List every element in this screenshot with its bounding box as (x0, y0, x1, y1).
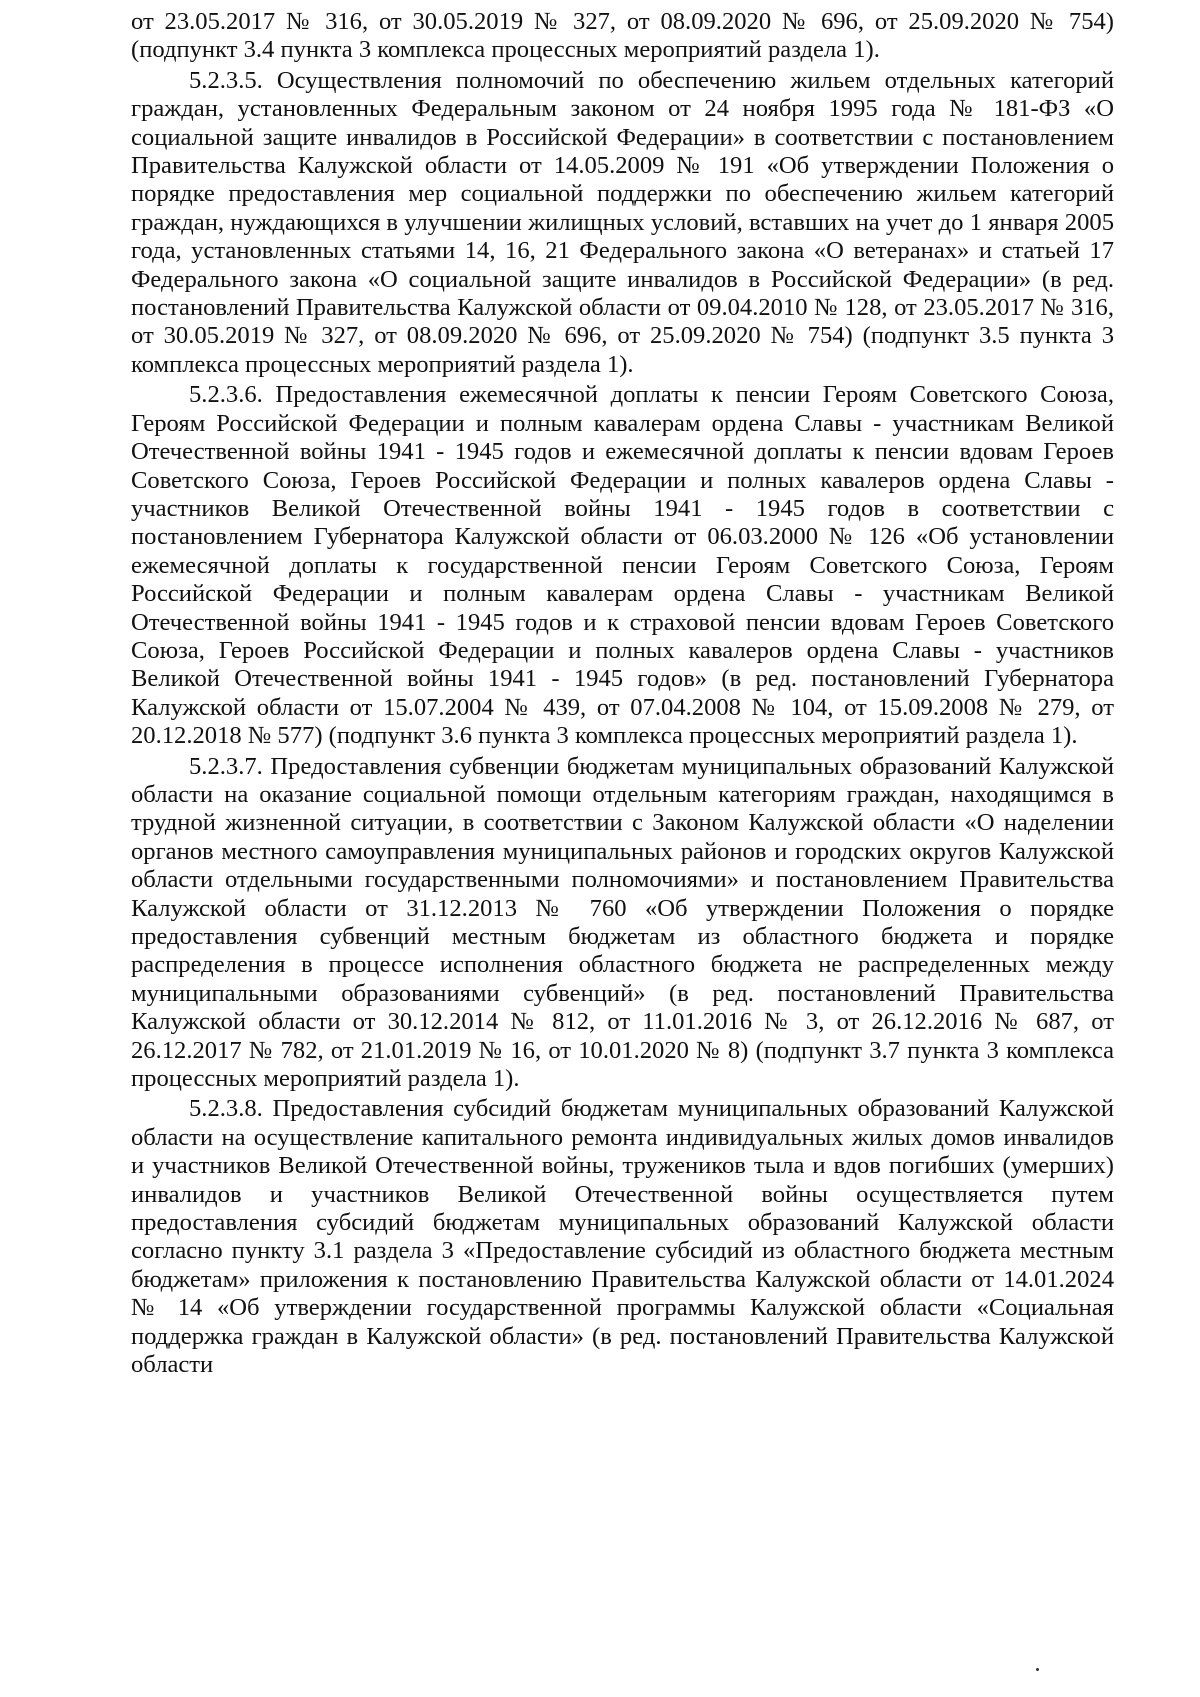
paragraph-continuation: от 23.05.2017 № 316, от 30.05.2019 № 327, от 08.09.2020 № 696, от 25.09.2020 № 754) (подпункт 3.4 пункта 3 комплекса процессных мероприятий раздела 1). (131, 8, 1114, 64)
paragraph-5-2-3-8: 5.2.3.8. Предоставления субсидий бюджетам муниципальных образований Калужской области на осуществление капитального ремонта индивидуальных жилых домов инвалидов и участников Великой Отечественной войны, тружеников тыла и вдов погибших (умерших) инвалидов и участников Великой Отечественной войны осуществляется путем предоставления субсидий бюджетам муниципальных образований Калужской области согласно пункту 3.1 раздела 3 «Предоставление субсидий из областного бюджета местным бюджетам» приложения к постановлению Правительства Калужской области от 14.01.2024 № 14 «Об утверждении государственной программы Калужской области «Социальная поддержка граждан в Калужской области» (в ред. постановлений Правительства Калужской области (131, 1095, 1114, 1379)
paragraph-5-2-3-7: 5.2.3.7. Предоставления субвенции бюджетам муниципальных образований Калужской области на оказание социальной помощи отдельным категориям граждан, находящимся в трудной жизненной ситуации, в соответствии с Законом Калужской области «О наделении органов местного самоуправления муниципальных районов и городских округов Калужской области отдельными государственными полномочиями» и постановлением Правительства Калужской области от 31.12.2013 № 760 «Об утверждении Положения о порядке предоставления субвенций местным бюджетам из областного бюджета и порядке распределения в процессе исполнения областного бюджета не распределенных между муниципальными образованиями субвенций» (в ред. постановлений Правительства Калужской области от 30.12.2014 № 812, от 11.01.2016 № 3, от 26.12.2016 № 687, от 26.12.2017 № 782, от 21.01.2019 № 16, от 10.01.2020 № 8) (подпункт 3.7 пункта 3 комплекса процессных мероприятий раздела 1). (131, 752, 1114, 1093)
scan-speck-mark (1036, 1668, 1039, 1671)
document-body (131, 8, 1114, 1382)
paragraph-5-2-3-5: 5.2.3.5. Осуществления полномочий по обеспечению жильем отдельных категорий граждан, установленных Федеральным законом от 24 ноября 1995 года № 181-ФЗ «О социальной защите инвалидов в Российской Федерации» в соответствии с постановлением Правительства Калужской области от 14.05.2009 № 191 «Об утверждении Положения о порядке предоставления мер социальной поддержки по обеспечению жильем категорий граждан, нуждающихся в улучшении жилищных условий, вставших на учет до 1 января 2005 года, установленных статьями 14, 16, 21 Федерального закона «О ветеранах» и статьей 17 Федерального закона «О социальной защите инвалидов в Российской Федерации» (в ред. постановлений Правительства Калужской области от 09.04.2010 № 128, от 23.05.2017 № 316, от 30.05.2019 № 327, от 08.09.2020 № 696, от 25.09.2020 № 754) (подпункт 3.5 пункта 3 комплекса процессных мероприятий раздела 1). (131, 66, 1114, 378)
paragraph-5-2-3-6: 5.2.3.6. Предоставления ежемесячной доплаты к пенсии Героям Советского Союза, Героям Российской Федерации и полным кавалерам ордена Славы - участникам Великой Отечественной войны 1941 - 1945 годов и ежемесячной доплаты к пенсии вдовам Героев Советского Союза, Героев Российской Федерации и полных кавалеров ордена Славы - участников Великой Отечественной войны 1941 - 1945 годов в соответствии с постановлением Губернатора Калужской области от 06.03.2000 № 126 «Об установлении ежемесячной доплаты к государственной пенсии Героям Советского Союза, Героям Российской Федерации и полным кавалерам ордена Славы - участникам Великой Отечественной войны 1941 - 1945 годов и к страховой пенсии вдовам Героев Советского Союза, Героев Российской Федерации и полных кавалеров ордена Славы - участников Великой Отечественной войны 1941 - 1945 годов» (в ред. постановлений Губернатора Калужской области от 15.07.2004 № 439, от 07.04.2008 № 104, от 15.09.2008 № 279, от 20.12.2018 № 577) (подпункт 3.6 пункта 3 комплекса процессных мероприятий раздела 1). (131, 381, 1114, 750)
